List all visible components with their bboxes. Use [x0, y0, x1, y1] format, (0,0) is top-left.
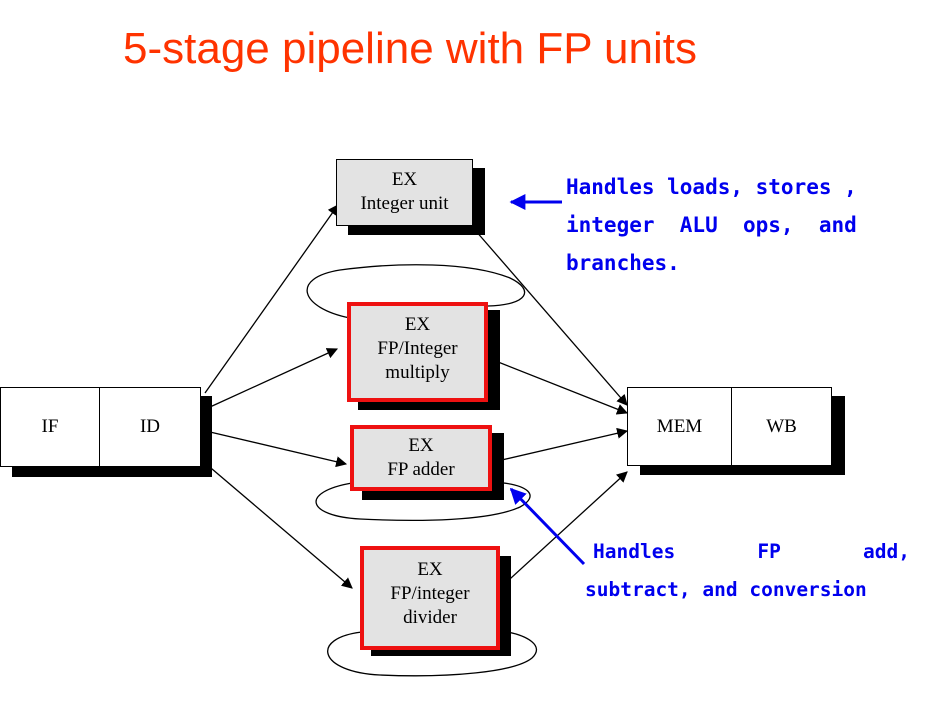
multiply-unit-box [347, 302, 488, 402]
mem-stage-label: MEM [656, 415, 703, 437]
multiply-unit-ex-label: EX [404, 314, 431, 335]
integer-note-line2: integer ALU ops, and [566, 213, 857, 237]
wb-stage-label: WB [766, 415, 797, 437]
arrow-id-to-integer [205, 205, 338, 393]
arrow-multiply-to-mem [488, 358, 627, 413]
id-stage-label: ID [139, 416, 161, 437]
arrow-id-to-divider [205, 463, 352, 588]
adder-note-line2: subtract, and conversion [585, 578, 867, 601]
divider-unit-ex-label: EX [417, 559, 443, 580]
integer-unit-name: Integer unit [360, 193, 449, 214]
adder-unit-ex-label: EX [408, 435, 434, 456]
arrow-adder-to-mem [493, 431, 627, 462]
adder-unit-name: FP adder [387, 459, 455, 480]
page-title: 5-stage pipeline with FP units [123, 24, 697, 73]
divider-unit-box [360, 546, 500, 650]
multiply-unit-name-line2: multiply [385, 362, 450, 383]
arrow-id-to-adder [210, 432, 346, 464]
adder-note-line1: Handles FP add, [593, 540, 910, 563]
integer-unit-annotation [566, 168, 938, 282]
multiply-unit-name-line1: FP/Integer [377, 338, 458, 359]
adder-unit-annotation [585, 533, 910, 609]
divider-unit-name-line1: FP/integer [390, 583, 470, 604]
arrow-id-to-multiply [210, 349, 337, 407]
if-stage-label: IF [41, 416, 59, 437]
adder-unit-box [350, 425, 492, 491]
integer-unit-box [336, 159, 473, 226]
mem-wb-stage [627, 387, 832, 466]
integer-unit-ex-label: EX [391, 169, 418, 190]
integer-note-line3: branches. [566, 251, 680, 275]
annotation-arrow-adder [511, 489, 584, 564]
integer-note-line1: Handles loads, stores , [566, 175, 857, 199]
divider-unit-name-line2: divider [403, 607, 457, 628]
if-id-stage [0, 387, 201, 467]
